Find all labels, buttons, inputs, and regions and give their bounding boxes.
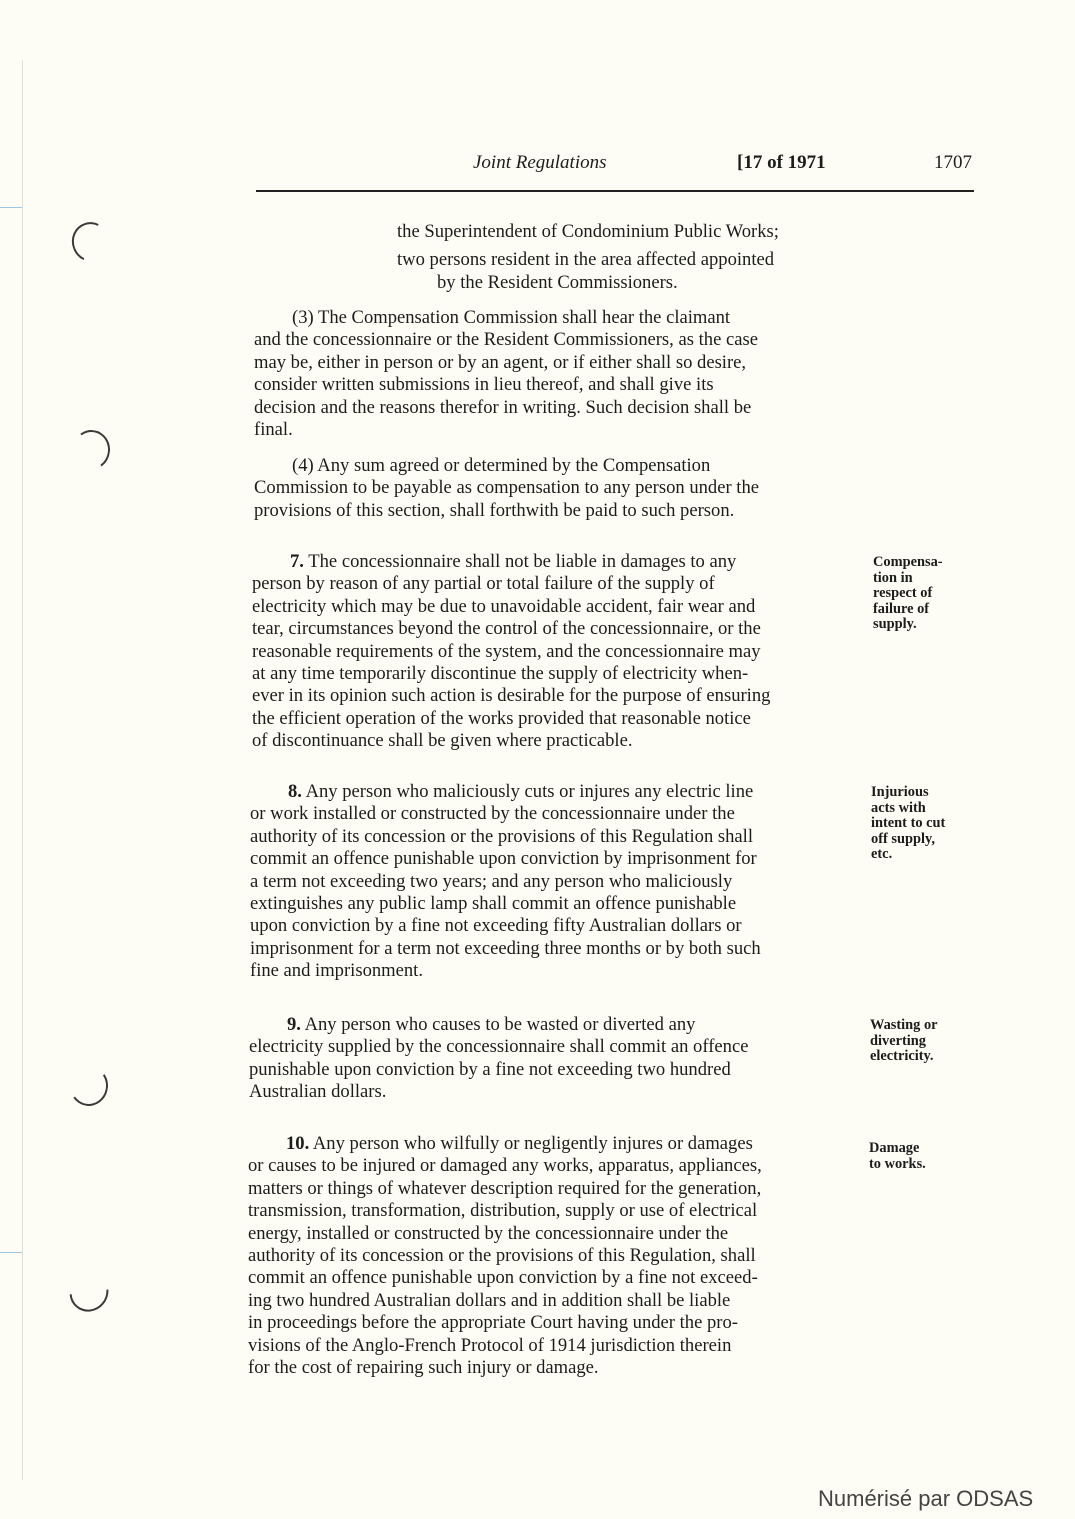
subsection-4: [254, 455, 850, 522]
text-line: or work installed or constructed by the concessionnaire under the: [250, 803, 735, 825]
text-line: (4) Any sum agreed or determined by the Compensation: [292, 455, 711, 476]
text-line: reasonable requirements of the system, and the concessionnaire may: [252, 640, 761, 662]
text-line: transmission, transformation, distribution, supply or use of electrical: [248, 1200, 758, 1222]
text-line: matters or things of whatever description required for the generation,: [248, 1177, 762, 1199]
punch-hole: [62, 1264, 117, 1319]
section-9: [249, 1014, 845, 1104]
text-line: imprisonment for a term not exceeding three months or by both such: [250, 937, 761, 959]
text-line: may be, either in person or by an agent, or if either shall so desire,: [254, 351, 747, 373]
text-line: Any person who causes to be wasted or diverted any: [304, 1014, 696, 1035]
section-10: [248, 1133, 844, 1379]
text-line: fine and imprisonment.: [250, 960, 423, 982]
text-line: The concessionnaire shall not be liable in damages to any: [308, 551, 737, 572]
text-line: electricity which may be due to unavoidable accident, fair wear and: [252, 595, 756, 617]
text-line: commit an offence punishable upon conviction by imprisonment for: [250, 848, 757, 870]
text-line: Australian dollars.: [249, 1081, 387, 1103]
text-line: visions of the Anglo-French Protocol of 1914 jurisdiction therein: [248, 1334, 732, 1356]
commission-members: [397, 221, 857, 294]
act-reference: [17 of 1971: [737, 152, 826, 173]
text-line: person by reason of any partial or total failure of the supply of: [252, 573, 715, 595]
member-line: by the Resident Commissioners.: [437, 271, 678, 293]
text-line: energy, installed or constructed by the concessionnaire under the: [248, 1222, 729, 1244]
text-line: Any person who wilfully or negligently injures or damages: [312, 1133, 753, 1154]
text-line: of discontinuance shall be given where practicable.: [252, 730, 633, 752]
member-line: two persons resident in the area affected appointed: [397, 249, 775, 271]
text-line: at any time temporarily discontinue the supply of electricity when-: [252, 663, 749, 685]
text-line: (3) The Compensation Commission shall hear the claimant: [292, 307, 731, 328]
text-line: the efficient operation of the works provided that reasonable notice: [252, 707, 751, 729]
text-line: provisions of this section, shall forthwith be paid to such person.: [254, 499, 735, 521]
margin-tick: [0, 207, 22, 208]
section-number: 7.: [290, 551, 304, 572]
text-line: commit an offence punishable upon conviction by a fine not exceed-: [248, 1267, 758, 1289]
text-line: ing two hundred Australian dollars and in addition shall be liable: [248, 1289, 731, 1311]
text-line: final.: [254, 419, 293, 441]
digitization-credit: Numérisé par ODSAS: [818, 1486, 1034, 1511]
header-rule: [256, 190, 974, 192]
text-line: Commission to be payable as compensation to any person under the: [254, 477, 760, 499]
page-edge: [22, 60, 23, 1480]
text-line: punishable upon conviction by a fine not exceeding two hundred: [249, 1058, 731, 1080]
marginal-note-10: Damage to works.: [869, 1140, 926, 1172]
member-line: the Superintendent of Condominium Public Works;: [397, 221, 779, 242]
text-line: upon conviction by a fine not exceeding fifty Australian dollars or: [250, 915, 742, 937]
section-number: 9.: [287, 1014, 301, 1035]
text-line: ever in its opinion such action is desirable for the purpose of ensuring: [252, 685, 771, 707]
marginal-note-8: Injurious acts with intent to cut off supply, etc.: [871, 784, 946, 863]
text-line: a term not exceeding two years; and any person who maliciously: [250, 870, 733, 892]
text-line: tear, circumstances beyond the control of the concessionnaire, or the: [252, 618, 761, 640]
margin-tick: [0, 1252, 22, 1253]
text-line: and the concessionnaire or the Resident Commissioners, as the case: [254, 329, 758, 351]
section-number: 8.: [288, 781, 302, 802]
text-line: for the cost of repairing such injury or damage.: [248, 1357, 599, 1379]
section-number: 10.: [286, 1133, 310, 1154]
text-line: or causes to be injured or damaged any works, apparatus, appliances,: [248, 1155, 762, 1177]
text-line: in proceedings before the appropriate Court having under the pro-: [248, 1312, 738, 1334]
punch-hole: [69, 427, 113, 473]
section-8: [250, 781, 846, 983]
text-line: authority of its concession or the provisions of this Regulation shall: [250, 825, 754, 847]
punch-hole: [66, 217, 115, 268]
text-line: consider written submissions in lieu thereof, and shall give its: [254, 374, 714, 396]
marginal-note-7: Compensa- tion in respect of failure of supply.: [873, 554, 943, 633]
text-line: authority of its concession or the provisions of this Regulation, shall: [248, 1245, 756, 1267]
page-number: 1707: [934, 152, 972, 173]
text-line: Any person who maliciously cuts or injures any electric line: [305, 781, 754, 802]
marginal-note-9: Wasting or diverting electricity.: [870, 1017, 938, 1065]
subsection-3: [254, 307, 850, 441]
section-7: [252, 551, 848, 753]
running-title: Joint Regulations: [473, 152, 607, 173]
text-line: extinguishes any public lamp shall commit an offence punishable: [250, 893, 737, 915]
punch-hole: [67, 1063, 111, 1109]
text-line: electricity supplied by the concessionnaire shall commit an offence: [249, 1036, 749, 1058]
text-line: decision and the reasons therefor in writing. Such decision shall be: [254, 396, 752, 418]
